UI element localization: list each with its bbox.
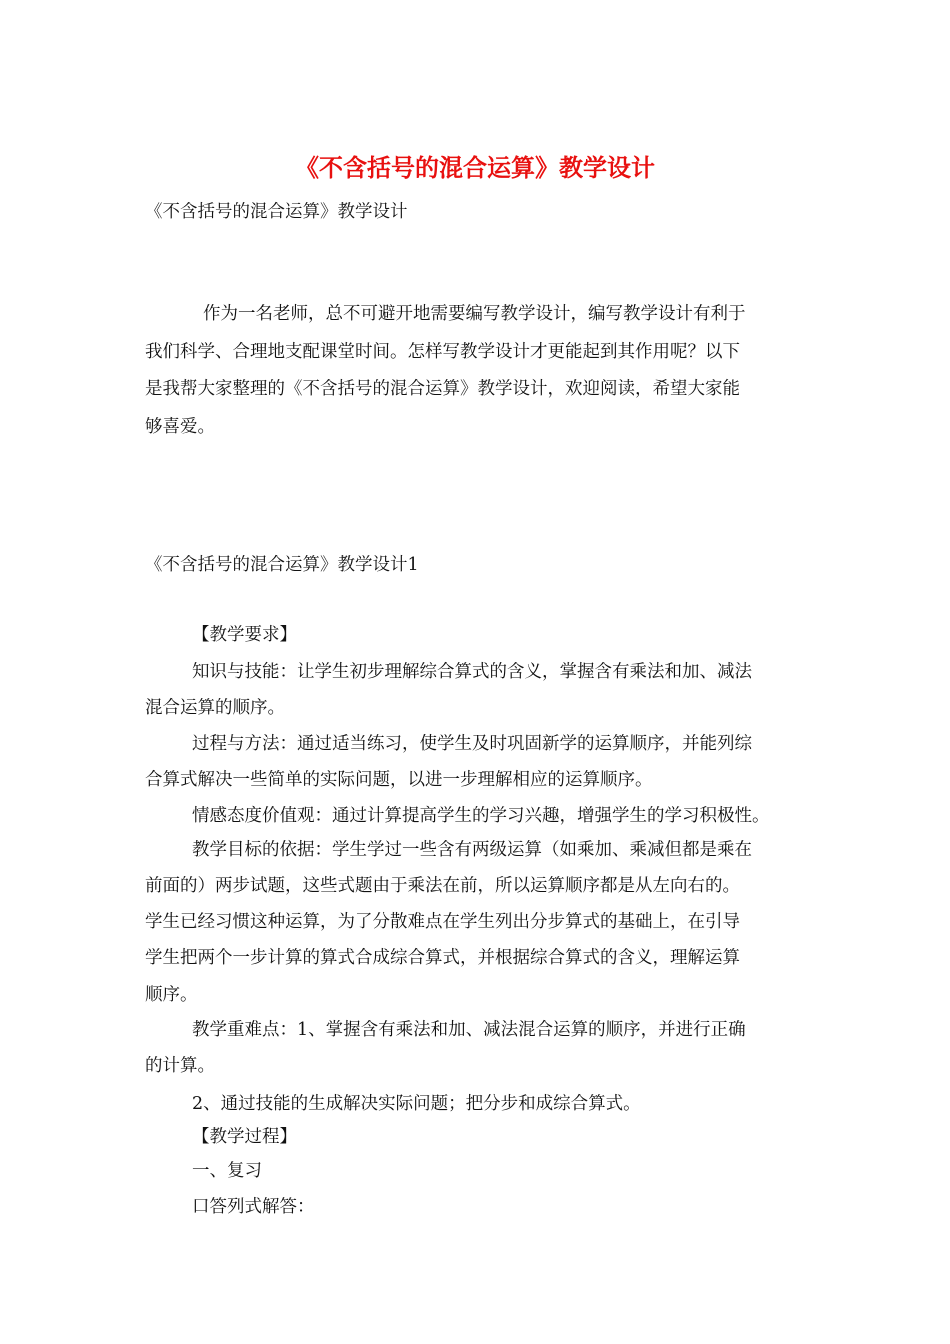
body-line: 的计算。 xyxy=(145,1056,215,1076)
body-line: 顺序。 xyxy=(145,985,198,1005)
body-line: 2、通过技能的生成解决实际问题；把分步和成综合算式。 xyxy=(192,1094,641,1114)
body-line: 教学目标的依据：学生学过一些含有两级运算（如乘加、乘减但都是乘在 xyxy=(192,840,752,860)
heading-teaching-requirements: 【教学要求】 xyxy=(192,625,297,645)
body-line: 教学重难点：1、掌握含有乘法和加、减法混合运算的顺序，并进行正确 xyxy=(192,1020,746,1040)
document-subtitle: 《不含括号的混合运算》教学设计 xyxy=(145,202,408,222)
body-line: 学生把两个一步计算的算式合成综合算式，并根据综合算式的含义，理解运算 xyxy=(145,948,740,968)
body-line: 混合运算的顺序。 xyxy=(145,698,285,718)
body-line: 知识与技能：让学生初步理解综合算式的含义，掌握含有乘法和加、减法 xyxy=(192,662,752,682)
intro-line: 作为一名老师，总不可避开地需要编写教学设计，编写教学设计有利于 xyxy=(203,304,746,324)
intro-line: 我们科学、合理地支配课堂时间。怎样写教学设计才更能起到其作用呢？以下 xyxy=(145,342,740,362)
heading-review: 一、复习 xyxy=(192,1161,262,1181)
document-title: 《不含括号的混合运算》教学设计 xyxy=(295,154,655,182)
body-line: 合算式解决一些简单的实际问题，以进一步理解相应的运算顺序。 xyxy=(145,770,653,790)
body-line: 过程与方法：通过适当练习，使学生及时巩固新学的运算顺序，并能列综 xyxy=(192,734,752,754)
body-line: 口答列式解答： xyxy=(192,1197,315,1217)
heading-teaching-process: 【教学过程】 xyxy=(192,1127,297,1147)
intro-line: 够喜爱。 xyxy=(145,417,215,437)
section-title: 《不含括号的混合运算》教学设计1 xyxy=(145,555,419,575)
body-line: 情感态度价值观：通过计算提高学生的学习兴趣，增强学生的学习积极性。 xyxy=(192,806,770,826)
body-line: 前面的）两步试题，这些式题由于乘法在前，所以运算顺序都是从左向右的。 xyxy=(145,876,740,896)
body-line: 学生已经习惯这种运算，为了分散难点在学生列出分步算式的基础上，在引导 xyxy=(145,912,740,932)
intro-line: 是我帮大家整理的《不含括号的混合运算》教学设计，欢迎阅读，希望大家能 xyxy=(145,379,740,399)
